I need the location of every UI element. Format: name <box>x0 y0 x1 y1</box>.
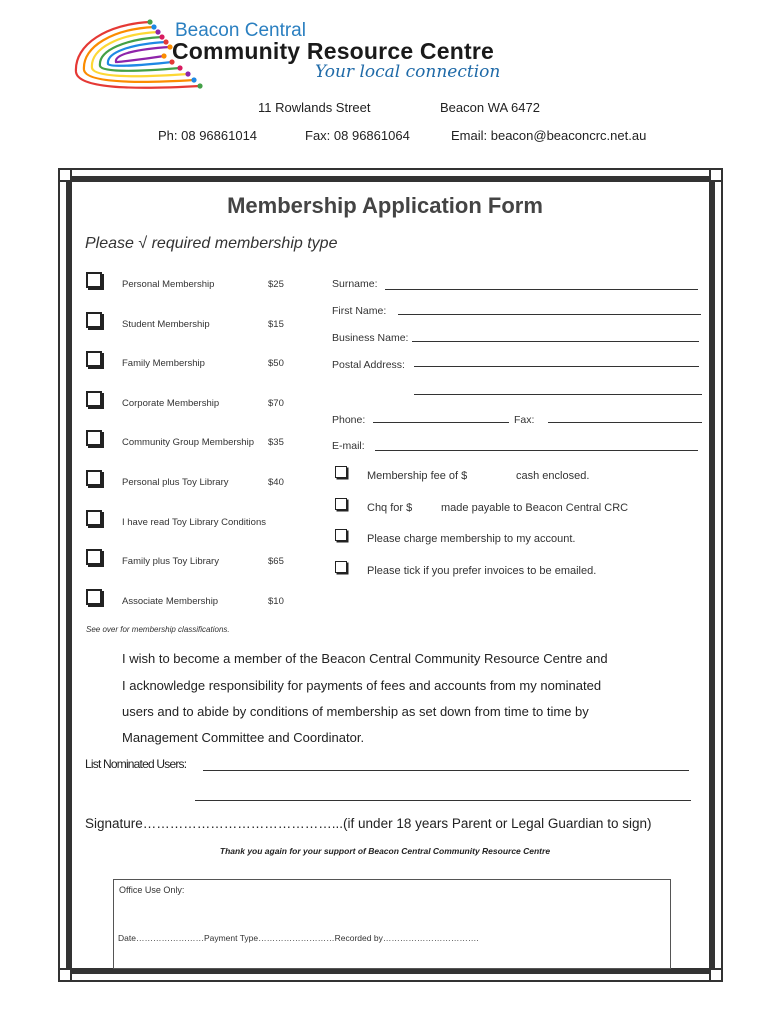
org-tagline: Your local connection <box>315 62 501 82</box>
frame-corner <box>58 968 72 982</box>
membership-label: Personal Membership <box>122 279 215 290</box>
business-name-label: Business Name: <box>332 332 409 344</box>
payment-cash-text2: cash enclosed. <box>516 470 590 482</box>
membership-price: $40 <box>268 477 284 488</box>
payment-cash-text: Membership fee of $ <box>367 470 468 482</box>
membership-checkbox[interactable] <box>86 391 102 407</box>
office-use-box <box>113 879 671 969</box>
postal-address-label: Postal Address: <box>332 359 405 371</box>
postal-address-field[interactable] <box>414 366 699 367</box>
office-use-title: Office Use Only: <box>119 885 185 895</box>
nominated-users-field[interactable] <box>203 770 689 771</box>
membership-label: Community Group Membership <box>122 437 254 448</box>
membership-option[interactable] <box>86 391 306 415</box>
email-field[interactable] <box>375 450 698 451</box>
surname-label: Surname: <box>332 278 378 290</box>
thank-you-note: Thank you again for your support of Beacon Central Community Resource Centre <box>219 846 551 856</box>
frame-corner <box>709 168 723 182</box>
office-use-fields: Date……………………Payment Type………………………Recorded by……………………………. <box>118 933 479 943</box>
street-address: 11 Rowlands Street <box>258 100 371 115</box>
membership-checkbox[interactable] <box>86 470 102 486</box>
membership-label: I have read Toy Library Conditions <box>122 517 266 528</box>
membership-checkbox[interactable] <box>86 272 102 288</box>
membership-option[interactable] <box>86 312 306 336</box>
membership-option[interactable] <box>86 510 306 534</box>
frame-corner <box>709 968 723 982</box>
payment-cash-checkbox[interactable] <box>335 466 347 478</box>
membership-label: Personal plus Toy Library <box>122 477 229 488</box>
membership-label: Corporate Membership <box>122 398 220 409</box>
phone-number: Ph: 08 96861014 <box>158 128 258 143</box>
membership-checkbox[interactable] <box>86 430 102 446</box>
membership-label: Family plus Toy Library <box>122 556 219 567</box>
membership-price: $25 <box>268 279 284 290</box>
org-name-line2: Community Resource Centre <box>172 38 494 64</box>
first-name-label: First Name: <box>332 305 387 317</box>
postal-address-field-line2[interactable] <box>414 394 702 395</box>
email-address: Email: beacon@beaconcrc.net.au <box>451 128 647 143</box>
declaration-line: users and to abide by conditions of membership as set down from time to time by <box>122 704 589 719</box>
form-title: Membership Application Form <box>227 193 543 218</box>
membership-checkbox[interactable] <box>86 589 102 605</box>
business-name-field[interactable] <box>412 341 699 342</box>
membership-price: $35 <box>268 437 284 448</box>
fax-field[interactable] <box>548 422 702 423</box>
membership-label: Family Membership <box>122 358 205 369</box>
fax-label: Fax: <box>514 414 535 426</box>
membership-option[interactable] <box>86 470 306 494</box>
membership-label: Associate Membership <box>122 596 219 607</box>
nominated-users-field-line2[interactable] <box>195 800 691 801</box>
invoice-email-text: Please tick if you prefer invoices to be emailed. <box>367 565 597 577</box>
payment-account-text: Please charge membership to my account. <box>367 533 576 545</box>
payment-account-checkbox[interactable] <box>335 529 347 541</box>
membership-option[interactable] <box>86 549 306 573</box>
membership-option[interactable] <box>86 351 306 375</box>
membership-instruction: Please √ required membership type <box>85 235 338 252</box>
phone-field[interactable] <box>373 422 509 423</box>
frame-corner <box>58 168 72 182</box>
declaration-line: I wish to become a member of the Beacon Central Community Resource Centre and <box>122 651 608 666</box>
invoice-email-checkbox[interactable] <box>335 561 347 573</box>
membership-label: Student Membership <box>122 319 210 330</box>
membership-price: $50 <box>268 358 284 369</box>
payment-cheque-text2: made payable to Beacon Central CRC <box>441 502 629 514</box>
membership-price: $70 <box>268 398 284 409</box>
membership-price: $10 <box>268 596 284 607</box>
membership-checkbox[interactable] <box>86 549 102 565</box>
see-over-note: See over for membership classifications. <box>86 625 230 634</box>
first-name-field[interactable] <box>398 314 701 315</box>
fax-number: Fax: 08 96861064 <box>305 128 410 143</box>
membership-option[interactable] <box>86 430 306 454</box>
membership-option[interactable] <box>86 272 306 296</box>
membership-price: $65 <box>268 556 284 567</box>
email-label: E-mail: <box>332 440 365 452</box>
membership-checkbox[interactable] <box>86 510 102 526</box>
payment-cheque-checkbox[interactable] <box>335 498 347 510</box>
suburb-address: Beacon WA 6472 <box>440 100 540 115</box>
nominated-users-label: List Nominated Users: <box>85 757 187 771</box>
surname-field[interactable] <box>385 289 698 290</box>
org-name-line1: Beacon Central <box>175 20 306 41</box>
declaration-line: I acknowledge responsibility for payments of fees and accounts from my nominated <box>122 678 602 693</box>
payment-cheque-text: Chq for $ <box>367 502 413 514</box>
membership-checkbox[interactable] <box>86 351 102 367</box>
declaration-line: Management Committee and Coordinator. <box>122 730 365 745</box>
membership-option[interactable] <box>86 589 306 613</box>
signature-line[interactable]: Signature……………………………………...(if under 18 years Parent or Legal Guardian to sign) <box>85 816 652 831</box>
membership-price: $15 <box>268 319 284 330</box>
membership-checkbox[interactable] <box>86 312 102 328</box>
phone-label: Phone: <box>332 414 366 426</box>
